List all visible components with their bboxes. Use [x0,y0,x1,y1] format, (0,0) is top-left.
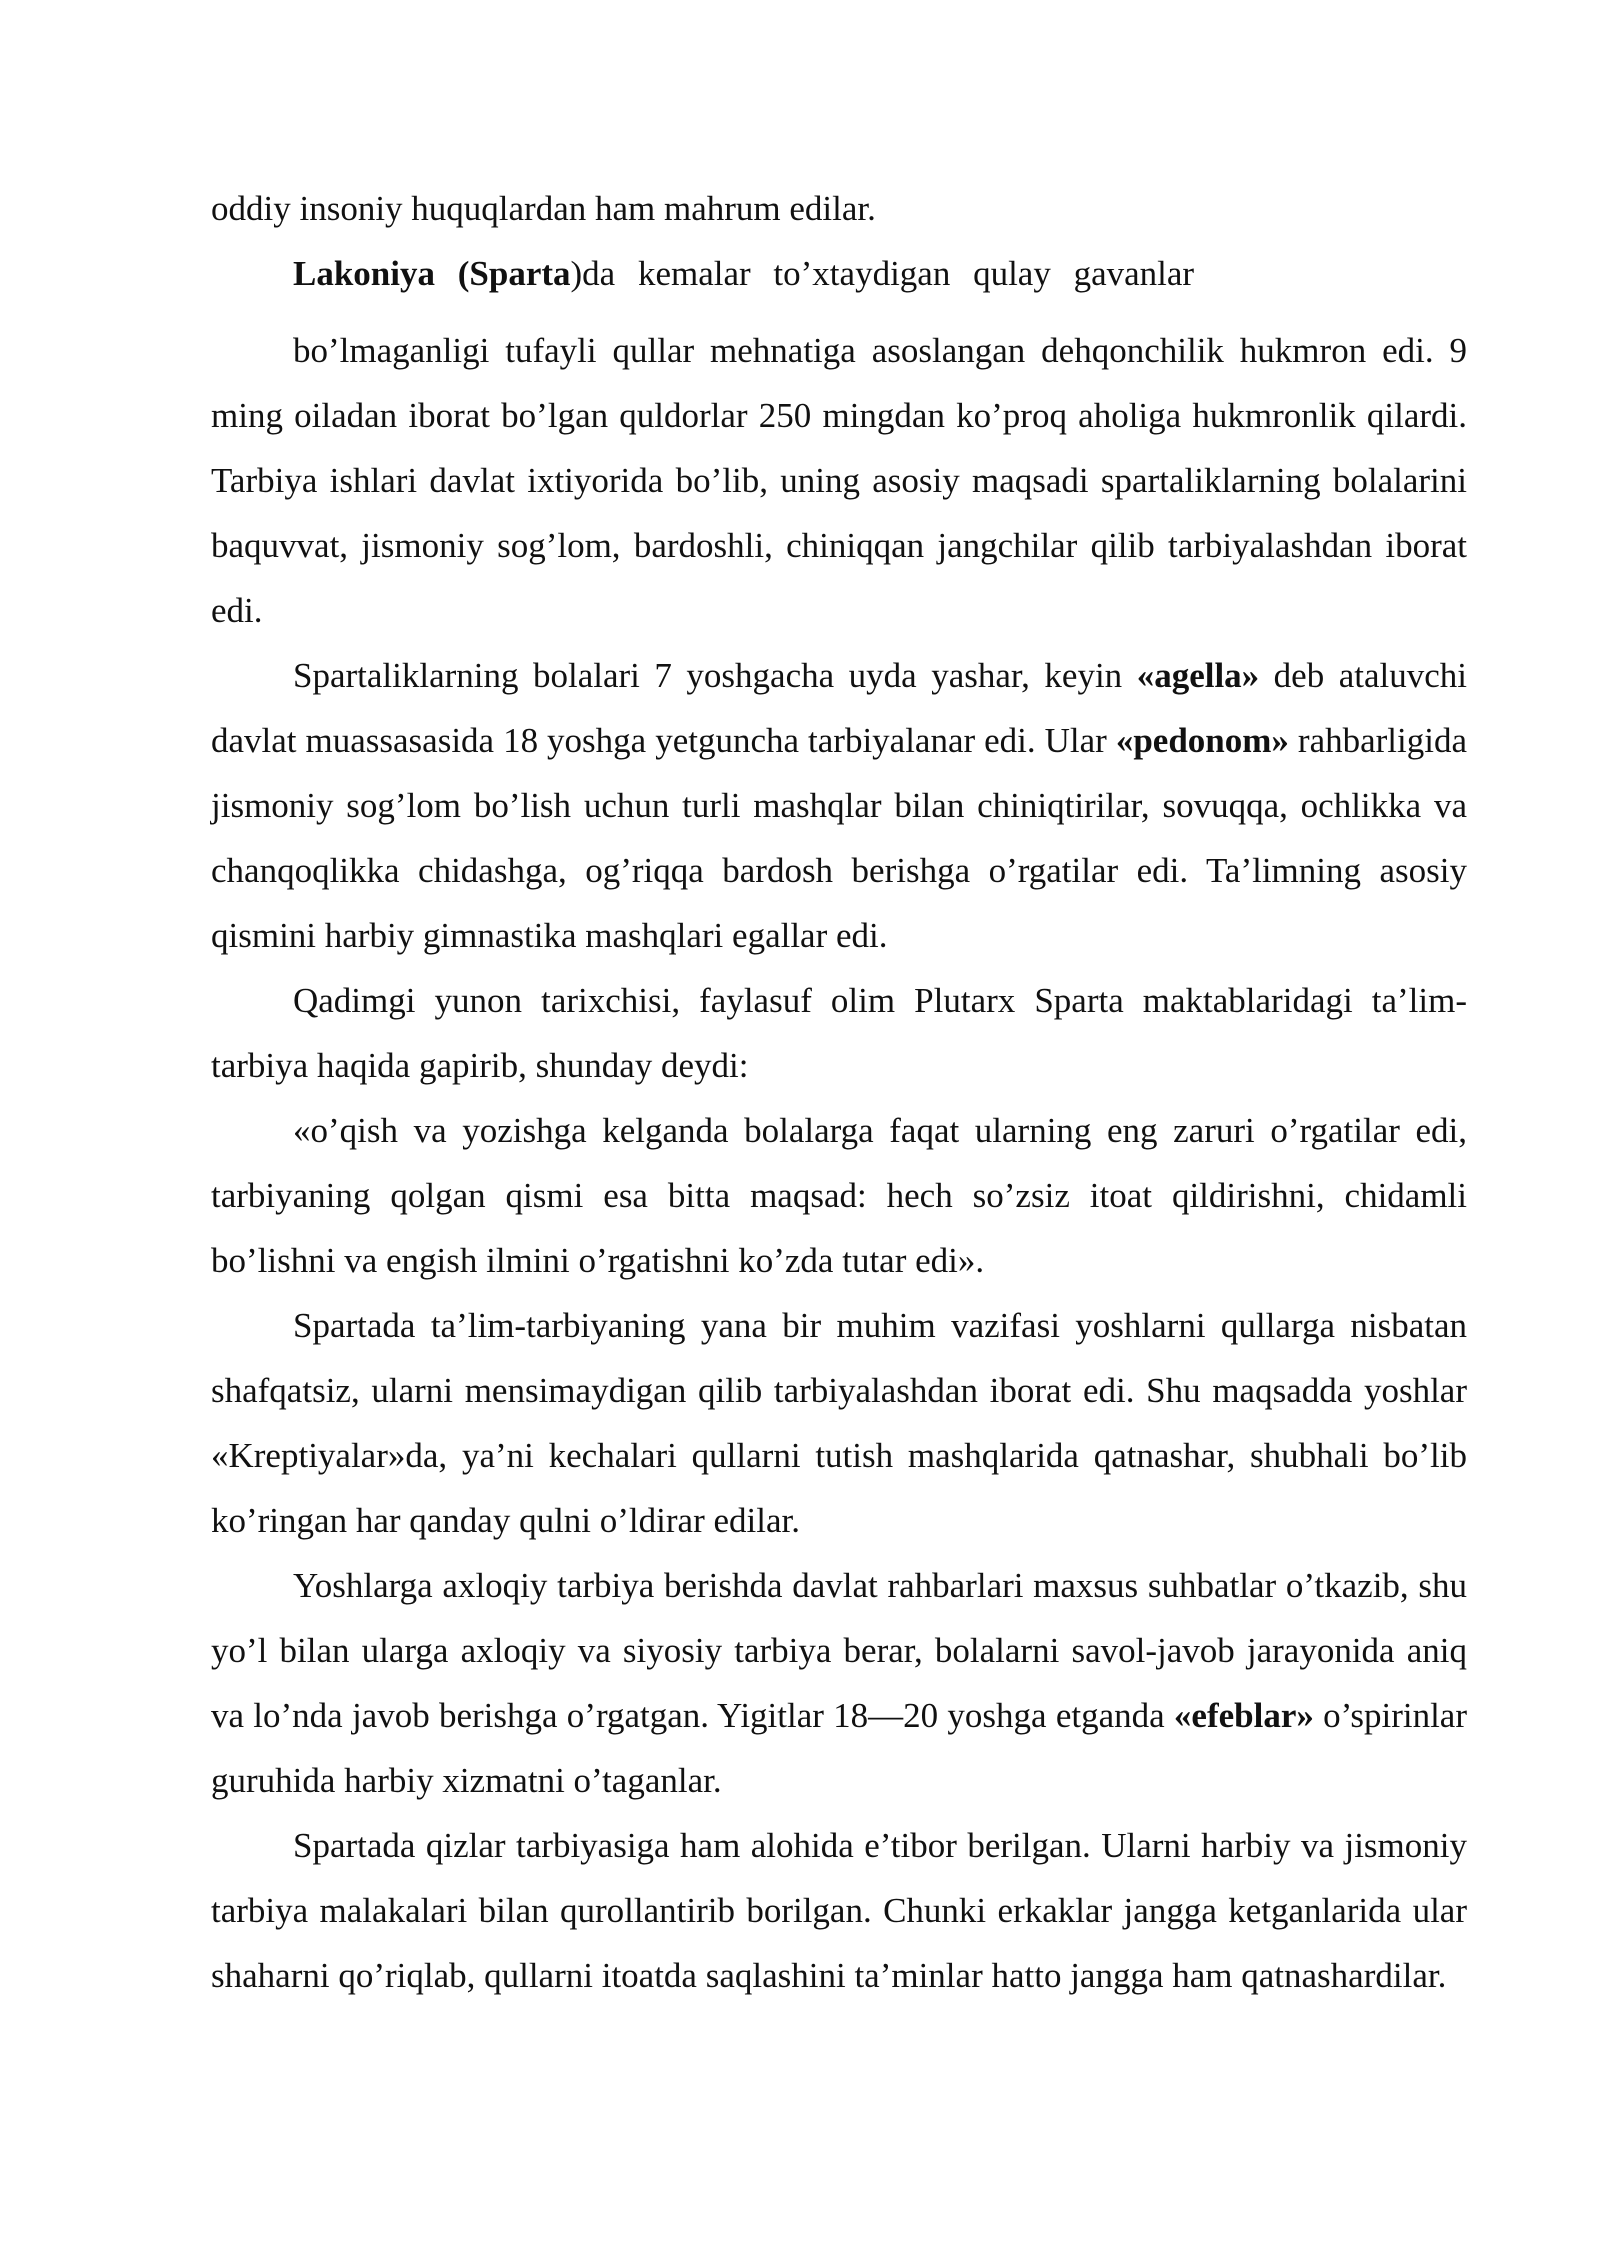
paragraph-3-text-c: rahbarligida jismoniy sog’lom bo’lish uchun turli mashqlar bilan chiniqtirilar, sovuqqa, ochlikka va chanqoqlikka chidashga, og’riqqa bardosh berishga o’rgatilar edi. Ta’limning asosiy qismini harbiy gimnastika mashqlari egallar edi. [211,721,1468,955]
paragraph-4: Qadimgi yunon tarixchisi, faylasuf olim Plutarx Sparta maktablaridagi ta’lim-tarbiya haqida gapirib, shunday deydi: [211,981,1467,1085]
paragraph-3-bold-pedonom: «pedonom» [1115,721,1289,760]
paragraph-7-text-b: o’spirinlar guruhida harbiy xizmatni o’taganlar. [211,1696,1467,1800]
paragraph-1 [211,241,1467,306]
paragraph-5-quote: «o’qish va yozishga kelganda bolalarga faqat ularning eng zaruri o’rgatilar edi, tarbiyaning qolgan qismi esa bitta maqsad: hech so’zsiz itoat qildirishni, chidamli bo’lishni va engish ilmini o’rgatishni ko’zda tutar edi». [211,1111,1467,1280]
body-text [211,176,1467,2008]
paragraph-1-text: )da kemalar to’xtaydigan qulay gavanlar [570,254,1195,293]
paragraph-3 [211,643,1467,968]
paragraph-3-text-b: deb ataluvchi davlat muassasasida 18 yoshga yetguncha tarbiyalanar edi. Ular [211,656,1468,760]
paragraph-7-text-a: Yoshlarga axloqiy tarbiya berishda davlat rahbarlari maxsus suhbatlar o’tkazib, shu yo’l bilan ularga axloqiy va siyosiy tarbiya berar, bolalarni savol-javob jarayonida aniq va lo’nda javob berishga o’rgatgan. Yigitlar 18—20 yoshga etganda [211,1566,1467,1735]
paragraph-3-bold-agella: «agella» [1136,656,1260,695]
paragraph-6: Spartada ta’lim-tarbiyaning yana bir muhim vazifasi yoshlarni qullarga nisbatan shafqatsiz, ularni mensimaydigan qilib tarbiyalashdan iborat edi. Shu maqsadda yoshlar «Kreptiyalar»da, ya’ni kechalari qullarni tutish mashqlarida qatnashar, shubhali bo’lib ko’ringan har qanday qulni o’ldirar edilar. [211,1306,1467,1540]
paragraph-8: Spartada qizlar tarbiyasiga ham alohida e’tibor berilgan. Ularni harbiy va jismoniy tarbiya malakalari bilan qurollantirib borilgan. Chunki erkaklar jangga ketganlarida ular shaharni qo’riqlab, qullarni itoatda saqlashini ta’minlar hatto jangga ham qatnashardilar. [211,1826,1467,1995]
paragraph-3-text-a: Spartaliklarning bolalari 7 yoshgacha uyda yashar, keyin [293,656,1137,695]
paragraph-2: bo’lmaganligi tufayli qullar mehnatiga asoslangan dehqonchilik hukmron edi. 9 ming oiladan iborat bo’lgan quldorlar 250 mingdan ko’proq aholiga hukmronlik qilardi. Tarbiya ishlari davlat ixtiyorida bo’lib, uning asosiy maqsadi spartaliklarning bolalarini baquvvat, jismoniy sog’lom, bardoshli, chiniqqan jangchilar qilib tarbiyalashdan iborat edi. [211,331,1467,630]
paragraph-7-bold-efeblar: «efeblar» [1173,1696,1314,1735]
paragraph-7 [211,1553,1467,1813]
paragraph-1-bold: Lakoniya (Sparta [293,254,571,293]
paragraph-0: oddiy insoniy huquqlardan ham mahrum edilar. [211,189,876,228]
